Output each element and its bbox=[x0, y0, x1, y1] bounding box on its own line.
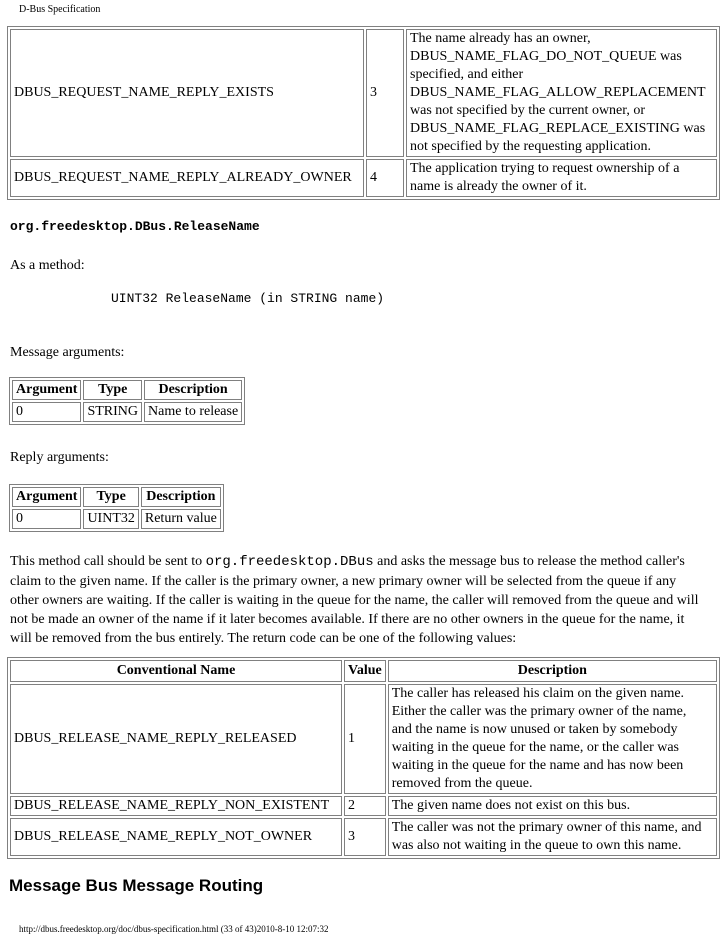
desc-line: The caller has released his claim on the given name. bbox=[391, 686, 685, 701]
desc-line: The given name does not exist on this bus. bbox=[391, 798, 631, 813]
page-footer: http://dbus.freedesktop.org/doc/dbus-specification.html (33 of 43)2010-8-10 12:07:32 bbox=[19, 924, 329, 934]
table-cell: Name to release bbox=[144, 402, 242, 422]
desc-line: DBUS_NAME_FLAG_ALLOW_REPLACEMENT bbox=[410, 85, 706, 100]
desc-line: not specified by the requesting application. bbox=[410, 139, 652, 154]
section-title: Message Bus Message Routing bbox=[9, 876, 264, 895]
message-args-label: Message arguments: bbox=[10, 345, 125, 360]
table-row bbox=[10, 29, 717, 157]
release-name-return-codes-table bbox=[7, 657, 720, 859]
table-cell-value: 1 bbox=[344, 684, 386, 794]
table-cell: Return value bbox=[141, 509, 221, 529]
table-header-row bbox=[10, 660, 717, 682]
column-header: Value bbox=[344, 660, 386, 682]
column-header: Description bbox=[388, 660, 717, 682]
table-cell: STRING bbox=[83, 402, 142, 422]
table-row bbox=[10, 818, 717, 856]
column-header: Description bbox=[141, 487, 221, 507]
column-header: Conventional Name bbox=[10, 660, 342, 682]
inline-code: org.freedesktop.DBus bbox=[205, 554, 374, 570]
table-cell-value: 4 bbox=[366, 159, 404, 197]
reply-arguments-table bbox=[9, 484, 224, 532]
method-title: org.freedesktop.DBus.ReleaseName bbox=[10, 219, 260, 234]
request-name-return-codes-table bbox=[7, 26, 720, 200]
table-row bbox=[12, 402, 242, 422]
table-cell: UINT32 bbox=[83, 509, 138, 529]
table-cell-name: DBUS_RELEASE_NAME_REPLY_NOT_OWNER bbox=[10, 818, 342, 856]
column-header: Type bbox=[83, 487, 138, 507]
page-header: D-Bus Specification bbox=[19, 4, 101, 15]
desc-line: removed from the queue. bbox=[391, 776, 533, 791]
table-row bbox=[12, 509, 221, 529]
table-header-row bbox=[12, 487, 221, 507]
desc-line: specified, and either bbox=[410, 67, 524, 82]
desc-line: waiting in the queue for the name, or the caller was bbox=[391, 740, 679, 755]
desc-line: was not specified by the current owner, or bbox=[410, 103, 646, 118]
table-cell-value: 3 bbox=[366, 29, 404, 157]
column-header: Description bbox=[144, 380, 242, 400]
description-text: This method call should be sent to bbox=[10, 554, 206, 569]
desc-line: The application trying to request ownership of a bbox=[410, 161, 680, 176]
as-method-label: As a method: bbox=[10, 258, 85, 273]
column-header: Argument bbox=[12, 487, 81, 507]
desc-line: The caller was not the primary owner of this name, and bbox=[391, 820, 702, 835]
table-cell-name: DBUS_REQUEST_NAME_REPLY_EXISTS bbox=[10, 29, 364, 157]
desc-line: Either the caller was the primary owner of the name, bbox=[391, 704, 687, 719]
desc-line: DBUS_NAME_FLAG_DO_NOT_QUEUE was bbox=[410, 49, 682, 64]
table-cell-name: DBUS_RELEASE_NAME_REPLY_NON_EXISTENT bbox=[10, 796, 342, 816]
desc-line: DBUS_NAME_FLAG_REPLACE_EXISTING was bbox=[410, 121, 706, 136]
table-cell-value: 2 bbox=[344, 796, 386, 816]
message-arguments-table bbox=[9, 377, 245, 425]
table-cell: 0 bbox=[12, 402, 81, 422]
desc-line: was also not waiting in the queue to own this name. bbox=[391, 838, 682, 853]
table-cell-description bbox=[388, 818, 717, 856]
table-cell-name: DBUS_RELEASE_NAME_REPLY_RELEASED bbox=[10, 684, 342, 794]
description-line: will be removed from the bus entirely. The return code can be one of the following values: bbox=[10, 631, 517, 646]
table-cell-name: DBUS_REQUEST_NAME_REPLY_ALREADY_OWNER bbox=[10, 159, 364, 197]
table-row bbox=[10, 796, 717, 816]
desc-line: name is already the owner of it. bbox=[410, 179, 587, 194]
description-paragraph bbox=[10, 552, 722, 648]
method-signature: UINT32 ReleaseName (in STRING name) bbox=[111, 291, 385, 306]
reply-args-label: Reply arguments: bbox=[10, 450, 109, 465]
column-header: Type bbox=[83, 380, 142, 400]
description-line: other owners are waiting. If the caller is waiting in the queue for the name, the caller will removed from the queue and will bbox=[10, 593, 699, 608]
table-cell: 0 bbox=[12, 509, 81, 529]
description-line: not be made an owner of the name if it later becomes available. If there are no other owners in the queue for the name, it bbox=[10, 612, 685, 627]
table-row bbox=[10, 684, 717, 794]
table-header-row bbox=[12, 380, 242, 400]
table-cell-description bbox=[406, 159, 717, 197]
table-cell-description bbox=[388, 684, 717, 794]
column-header: Argument bbox=[12, 380, 81, 400]
desc-line: waiting in the queue for the name and has now been bbox=[391, 758, 684, 773]
table-row bbox=[10, 159, 717, 197]
table-cell-value: 3 bbox=[344, 818, 386, 856]
description-text: and asks the message bus to release the method caller's bbox=[373, 554, 685, 569]
description-line bbox=[10, 552, 722, 572]
description-line: claim to the given name. If the caller is the primary owner, a new primary owner will be selected from the queue if any bbox=[10, 574, 677, 589]
table-cell-description bbox=[406, 29, 717, 157]
desc-line: and the name is now unused or taken by somebody bbox=[391, 722, 678, 737]
desc-line: The name already has an owner, bbox=[410, 31, 591, 46]
table-cell-description bbox=[388, 796, 717, 816]
